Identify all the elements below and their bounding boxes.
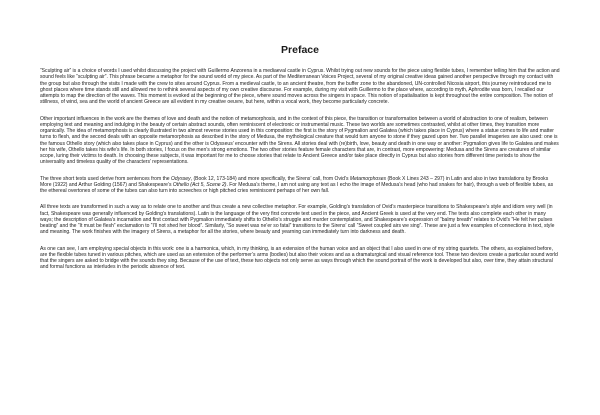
preface-paragraph xyxy=(40,116,560,166)
paragraph-text: (Book X Lines 243 – 297) in Latin and also in two translations by Brooks More (1922) and Arthur Golding (1567) and Shakespeare’s xyxy=(40,175,549,188)
paragraph-text: , (Book 12, 173-184) and more specifically, the Sirens’ call, from Ovid’s xyxy=(190,175,350,182)
preface-paragraph xyxy=(40,176,560,195)
paragraph-text: . For Medusa’s theme, I am not using any text as I echo the image of Medusa’s head (who had snakes for hair), through a web of flexible tubes, as the ethereal overtones of some of the tubes can also turn into screeches or high pitched cries reminiscent perhaps of her own fall. xyxy=(40,181,554,194)
paragraph-text: As one can see, I am employing special objects in this work: one is a harmonica, which, in my thinking, is an extension of the human voice and an object that I also used in one of my string quartets. The others, as explained before, are the flexible tubes tuned in various pitches, which are used as an extension of the performer’s arms (bodies) but also their voices and as a dramaturgical and visual reference tool. These two devices create a particular sound world that the singers are asked to bridge with the sounds they sing. Because of the use of text, these two objects not only serve as ways through which the sound portrait of the work is developed but also, over time, they attain structural and formal functions as interludes in the periodic absence of text. xyxy=(40,245,558,271)
preface-paragraph xyxy=(40,68,560,106)
page-title: Preface xyxy=(281,44,319,56)
italic-title-text: Othello (Act 5, Scene 2) xyxy=(172,181,227,188)
paragraph-text: “Sculpting air” is a choice of words I used whilst discussing the project with Guillermo Anzorena in a mediaeval castle in Cyprus. Whilst trying out new sounds for the piece using flexible tubes, I remember telling him that the action and sound feels like “sculpting air”. This phrase became a metaphor for the sound world of my piece. As part of the Mediterranean Voices Project, several of my original creative ideas gained another perspective through my contact with the group but also through the visits I made with the crew to sites around Cyprus. From a medieval castle, to an ancient theatre, from the buffer zone to the abandoned, UN-controlled Nicosia airport, this journey reintroduced me to ghost places where time stands still and allowed me to rethink several aspects of my own creative discourse. For example, during my visit with Guillermo to the place where, according to myth, Aphrodite was born, I recalled our attempts to map the direction of the waves. This moment is evoked at the beginning of the piece, where sound moves across the singers in space. This notion of spatialisation is kept throughout the entire composition. The notion of stillness, of wind, sea and the world of ancient Greece are all evident in my creative oeuvre, but here, within a vocal work, they become particularly concrete. xyxy=(40,68,560,106)
preface-paragraph xyxy=(40,204,560,235)
italic-title-text: Odyssey xyxy=(171,175,191,182)
paragraph-text: Other important influences in the work are the themes of love and death and the notion of metamorphosis, and in the context of this piece, the transition or transformation between a world of abstraction to one of realism, between employing text and meaning and indulging in the beauty of certain abstract sounds, often reminiscent of electronic or instrumental music. These two worlds are sometimes contrasted, whilst at other times, they transition more organically. The idea of metamorphosis is clearly illustrated in two almost reverse stories used in this composition: the first is the story of Pygmalion and Galatea (which takes place in Cyprus) where a statue comes to life and matter turns to flesh, and the second deals with an opposite metamorphosis as described in the story of Medusa, the mythological creature that would turn anyone to stone if they gazed upon her. Two parallel imageries are also used: one is the famous Othello story (which also takes place in Cyprus) and the other is Odysseus’ encounter with the Sirens. All stories deal with (re)birth, love, beauty and death in one way or another: Pygmalion gives life to Galatea and makes her his wife, Othello takes his wife’s life. In both stories, I focus on the men’s strong emotions. The two other stories feature female characters that are, in contrast, more empowering: Medusa and the Sirens are creatures of similar scope, luring their victims to death. In choosing these subjects, it was important for me to choose stories that relate to Ancient Greece and/or take place directly in Cyprus but also stories from different time periods to show the universality and timeless quality of the characters’ representations. xyxy=(40,115,559,166)
paragraph-text: All three texts are transformed in such a way as to relate one to another and thus create a new collective metaphor. For example, Golding’s translation of Ovid’s masterpiece transitions to Shakespeare’s style and idiom very well (in fact, Shakespeare was generally influenced by Golding’s translations). Latin is the language of the very first concrete text used in the piece, and Ancient Greek is used at the very end. The texts also complete each other in many ways; the description of Galatea’s incarnation and first contact with Pygmalion immediately shifts to Othello’s struggle and murder contemplation, and Shakespeare’s expression of “balmy breath” relates to Ovid’s “He felt her pulses beating” and the “It must be flesh” exclamation to “I’ll not shed her blood”. Similarly, “So sweet was ne’er so fatal” transitions to the Sirens’ call “Sweet coupled airs we sing”. These are just a few examples of connections in text, style and meaning. The work finishes with the imagery of Sirens, a metaphor for all the stories, where beauty and yearning can immediately turn into darkness and death. xyxy=(40,204,555,236)
preface-body xyxy=(40,68,560,271)
preface-paragraph xyxy=(40,246,560,271)
paragraph-text: The three short texts used derive from sentences from the xyxy=(40,175,171,182)
italic-title-text: Metamorphoses xyxy=(349,175,387,182)
